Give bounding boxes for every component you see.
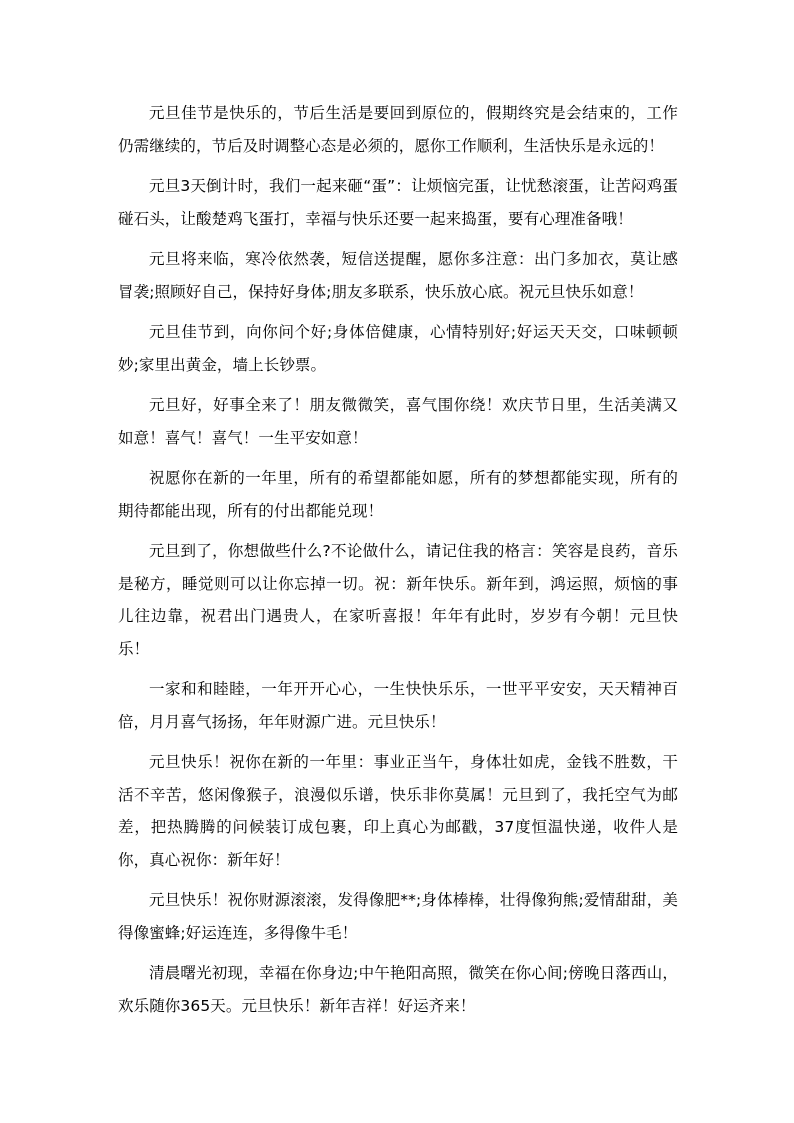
paragraph-8: 一家和和睦睦，一年开开心心，一生快快乐乐，一世平平安安，天天精神百倍，月月喜气扬扬，年年财源广进。元旦快乐！ [118, 680, 678, 731]
paragraph-4: 元旦佳节到，向你问个好;身体倍健康，心情特别好;好运天天交，口味顿顿妙;家里出黄金，墙上长钞票。 [118, 323, 678, 374]
paragraph-11: 清晨曙光初现，幸福在你身边;中午艳阳高照，微笑在你心间;傍晚日落西山，欢乐随你365天。元旦快乐！新年吉祥！好运齐来！ [118, 964, 678, 1015]
document-body [118, 97, 678, 1030]
paragraph-2: 元旦3天倒计时，我们一起来砸“蛋”：让烦恼完蛋，让忧愁滚蛋，让苦闷鸡蛋碰石头，让酸楚鸡飞蛋打，幸福与快乐还要一起来捣蛋，要有心理准备哦！ [118, 177, 678, 228]
paragraph-10: 元旦快乐！祝你财源滚滚，发得像肥**;身体棒棒，壮得像狗熊;爱情甜甜，美得像蜜蜂;好运连连，多得像牛毛！ [118, 891, 678, 942]
paragraph-5: 元旦好，好事全来了！朋友微微笑，喜气围你绕！欢庆节日里，生活美满又如意！喜气！喜气！一生平安如意！ [118, 396, 678, 447]
paragraph-1: 元旦佳节是快乐的，节后生活是要回到原位的，假期终究是会结束的，工作仍需继续的，节后及时调整心态是必须的，愿你工作顺利，生活快乐是永远的！ [118, 104, 678, 155]
paragraph-6: 祝愿你在新的一年里，所有的希望都能如愿，所有的梦想都能实现，所有的期待都能出现，所有的付出都能兑现！ [118, 469, 678, 520]
paragraph-9: 元旦快乐！祝你在新的一年里：事业正当午，身体壮如虎，金钱不胜数，干活不辛苦，悠闲像猴子，浪漫似乐谱，快乐非你莫属！元旦到了，我托空气为邮差，把热腾腾的问候装订成包裹，印上真心为邮戳，37度恒温快递，收件人是你，真心祝你：新年好！ [118, 753, 678, 869]
paragraph-7: 元旦到了，你想做些什么?不论做什么，请记住我的格言：笑容是良药，音乐是秘方，睡觉则可以让你忘掉一切。祝：新年快乐。新年到，鸿运照，烦恼的事儿往边靠，祝君出门遇贵人，在家听喜报！年年有此时，岁岁有今朝！元旦快乐！ [118, 542, 678, 658]
paragraph-3: 元旦将来临，寒冷依然袭，短信送提醒，愿你多注意：出门多加衣，莫让感冒袭;照顾好自己，保持好身体;朋友多联系，快乐放心底。祝元旦快乐如意！ [118, 250, 678, 301]
